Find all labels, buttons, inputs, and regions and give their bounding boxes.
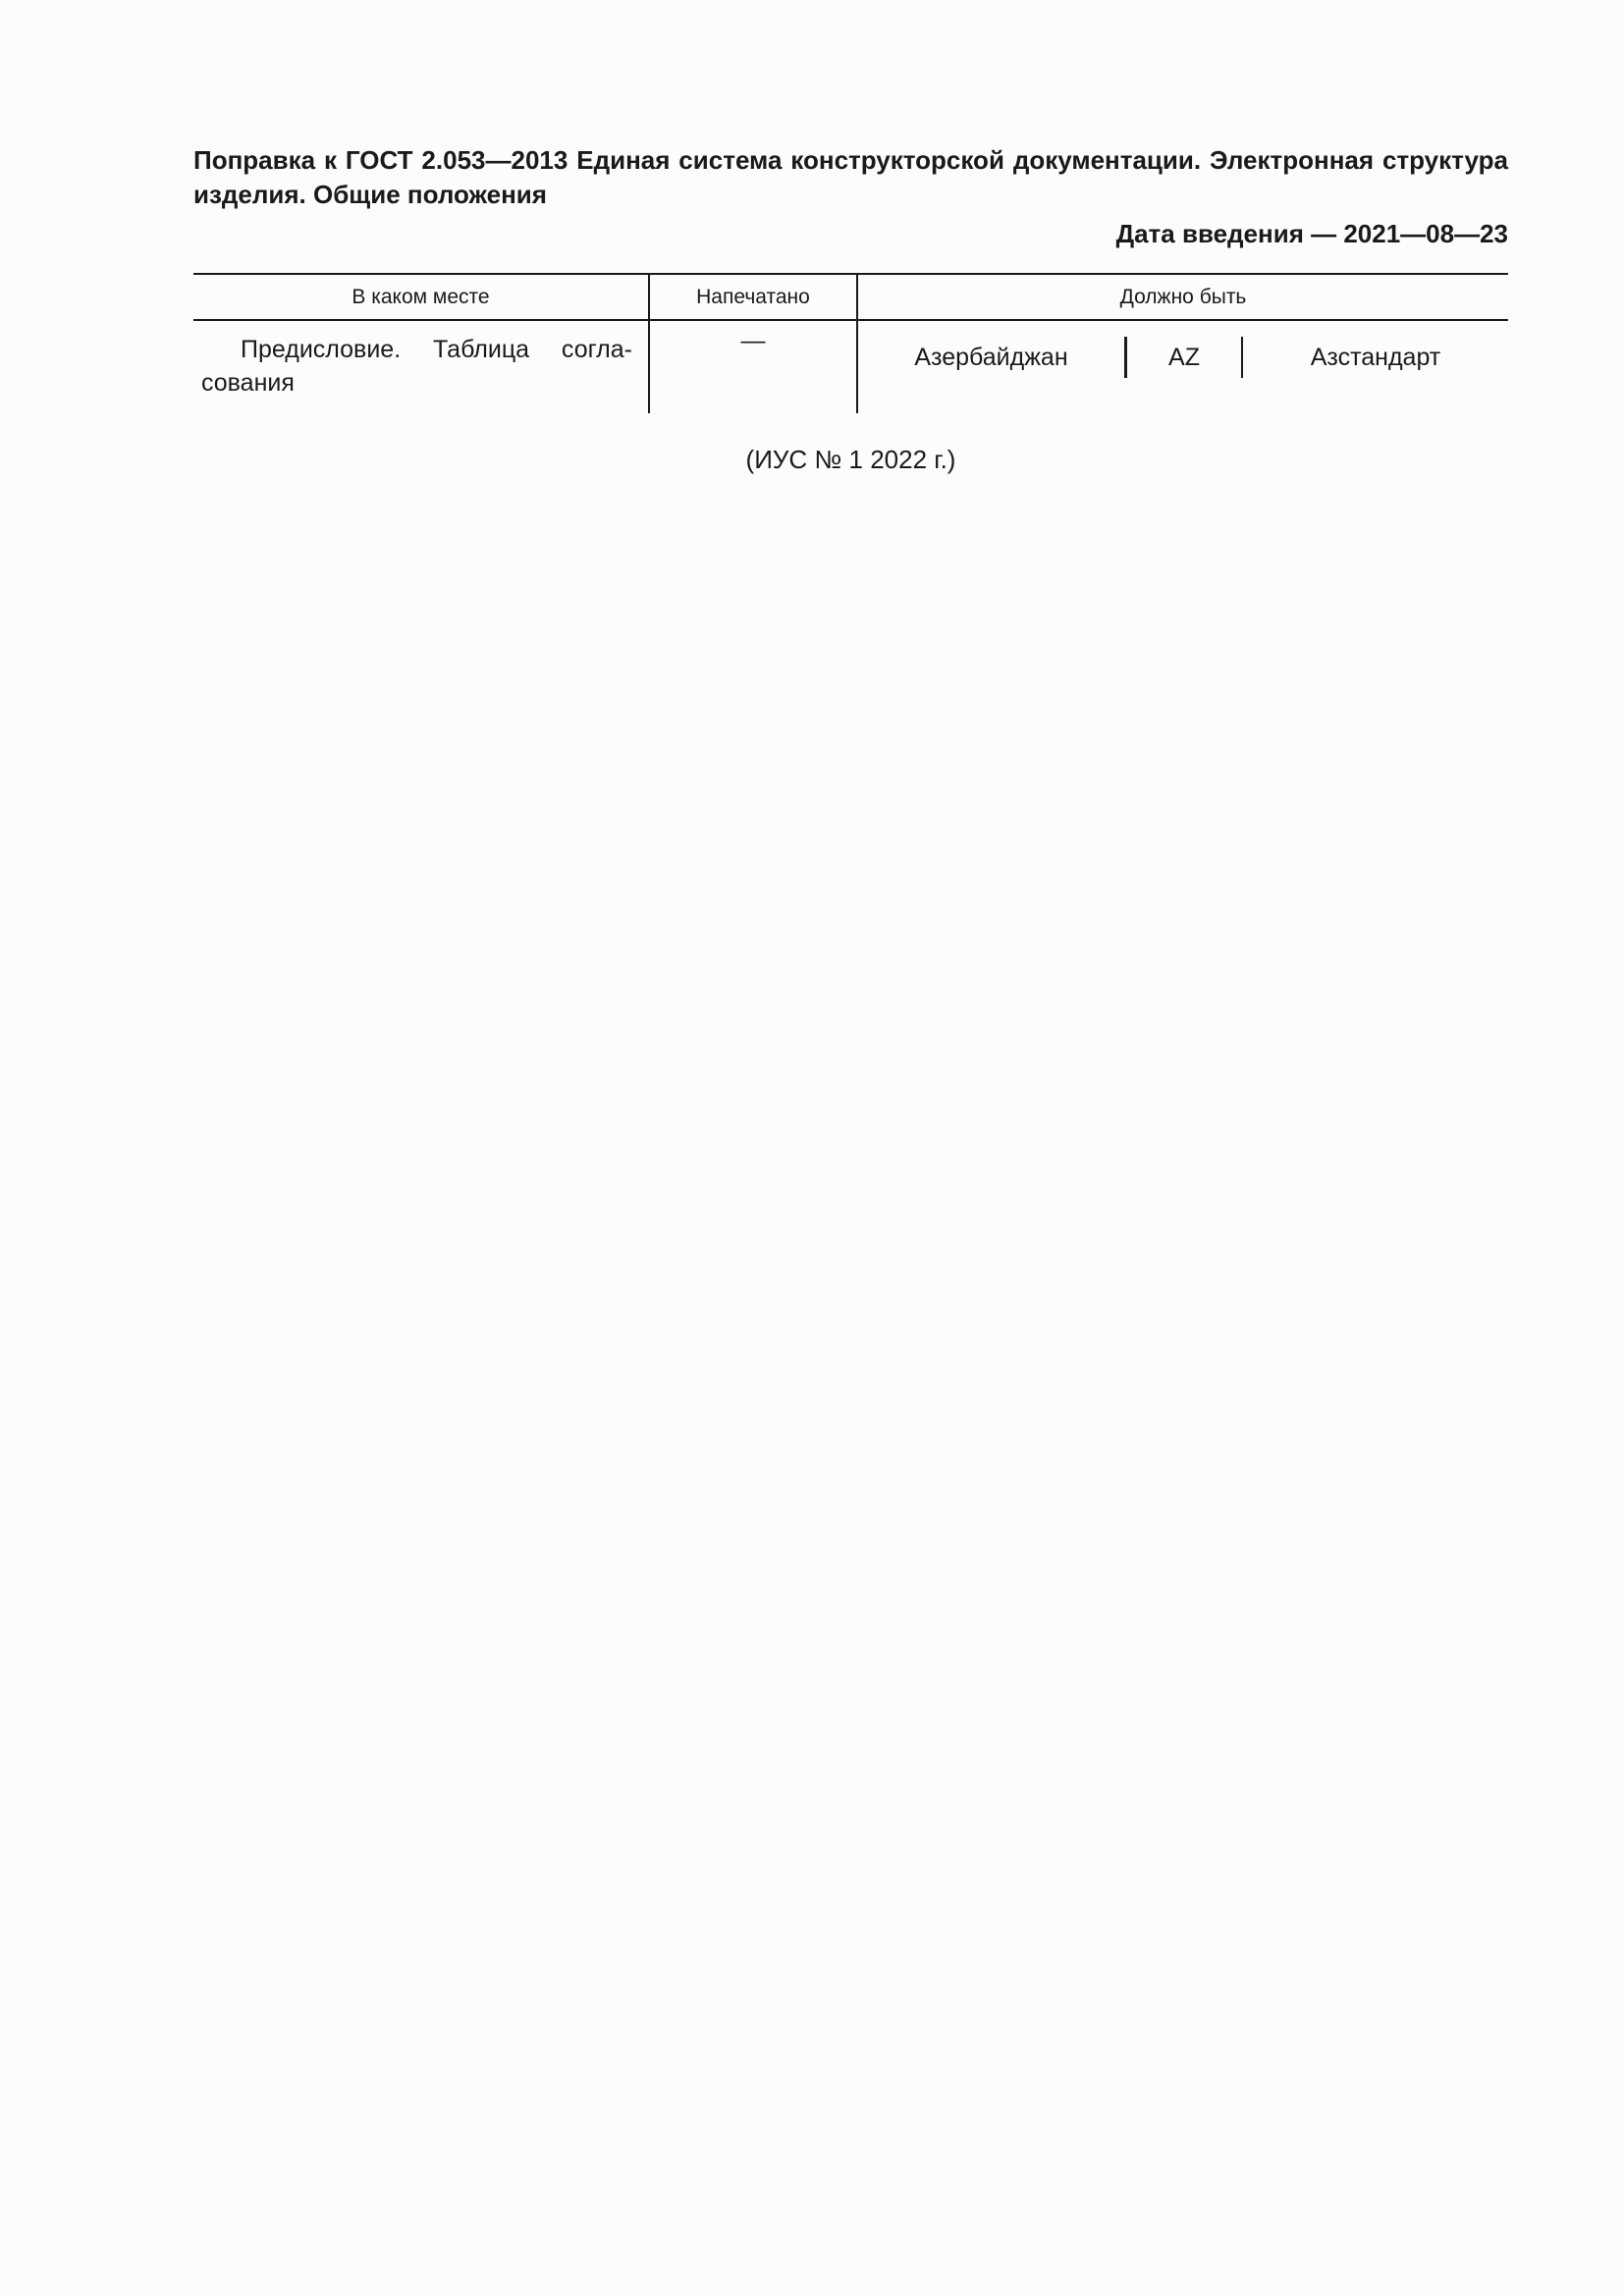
header-should-be: Должно быть <box>857 274 1508 320</box>
amendment-table <box>193 273 1508 413</box>
cell-should-be <box>857 320 1508 413</box>
should-be-group <box>858 337 1508 378</box>
effective-date: Дата введения — 2021—08—23 <box>1115 219 1508 248</box>
cell-printed: — <box>649 320 857 413</box>
footnote: (ИУС № 1 2022 г.) <box>745 445 956 474</box>
document-title: Поправка к ГОСТ 2.053—2013 Единая система конструкторской документации. Электронная структура изделия. Общие положения <box>193 145 1508 209</box>
table-header-row <box>193 274 1508 320</box>
document-page <box>193 143 1508 476</box>
cell-place: Предисловие. Таблица согла-сования <box>193 320 649 413</box>
header-printed: Напечатано <box>649 274 857 320</box>
header-place: В каком месте <box>193 274 649 320</box>
should-be-organization: Азстандарт <box>1310 343 1441 371</box>
should-be-code: AZ <box>1124 337 1243 378</box>
should-be-country: Азербайджан <box>914 343 1068 371</box>
table-row <box>193 320 1508 413</box>
